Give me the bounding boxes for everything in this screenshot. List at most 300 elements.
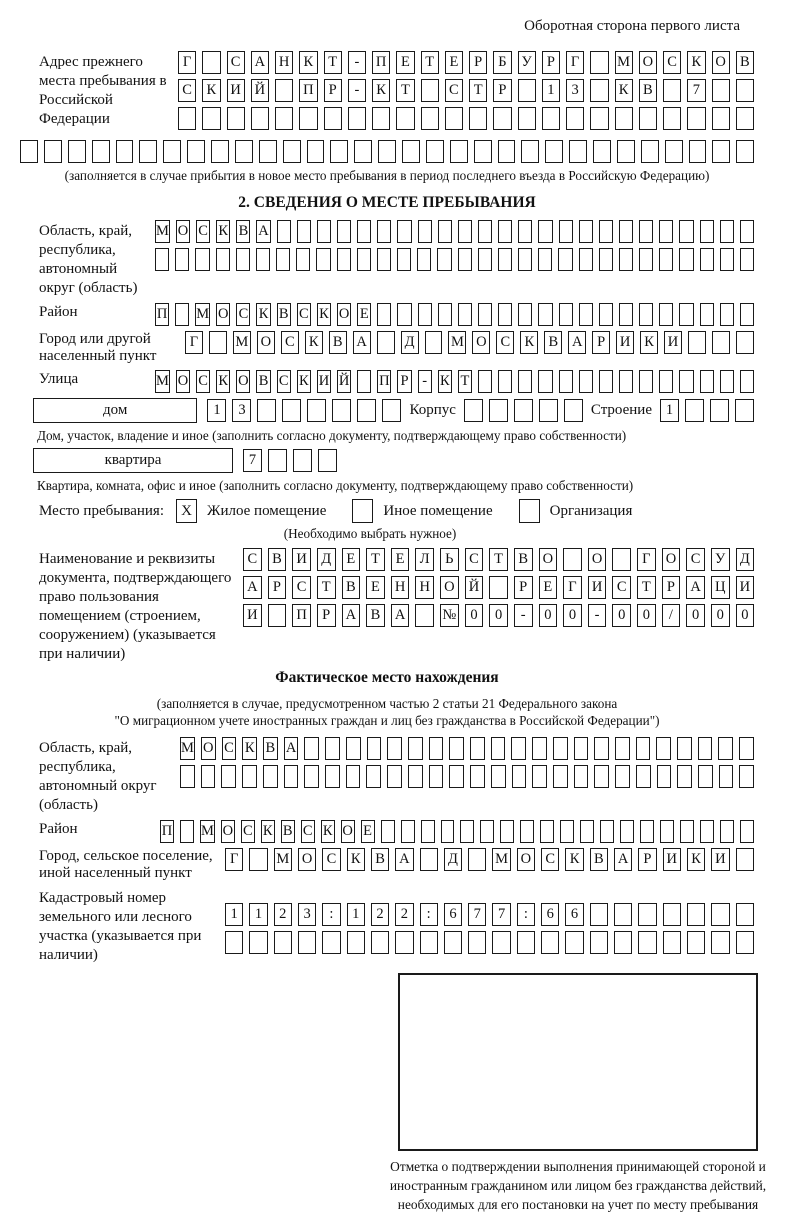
char-cell[interactable] bbox=[396, 107, 414, 130]
char-cell[interactable] bbox=[397, 303, 411, 326]
char-cell[interactable]: К bbox=[202, 79, 220, 102]
char-cell[interactable] bbox=[720, 370, 734, 393]
char-cell[interactable]: : bbox=[420, 903, 438, 926]
char-cell[interactable] bbox=[202, 107, 220, 130]
char-cell[interactable]: В bbox=[639, 79, 657, 102]
char-cell[interactable] bbox=[337, 248, 351, 271]
char-cell[interactable]: 1 bbox=[660, 399, 679, 422]
char-cell[interactable] bbox=[421, 79, 439, 102]
char-cell[interactable] bbox=[736, 848, 754, 871]
char-cell[interactable] bbox=[377, 220, 391, 243]
char-cell[interactable] bbox=[560, 820, 574, 843]
char-cell[interactable] bbox=[663, 107, 681, 130]
char-cell[interactable]: 2 bbox=[371, 903, 389, 926]
char-cell[interactable] bbox=[175, 248, 189, 271]
char-cell[interactable]: У bbox=[711, 548, 730, 571]
char-cell[interactable]: Й bbox=[251, 79, 269, 102]
char-cell[interactable] bbox=[441, 820, 455, 843]
char-cell[interactable]: 1 bbox=[249, 903, 267, 926]
char-cell[interactable] bbox=[317, 220, 331, 243]
char-cell[interactable] bbox=[512, 765, 527, 788]
char-cell[interactable] bbox=[68, 140, 86, 163]
char-cell[interactable]: № bbox=[440, 604, 459, 627]
char-cell[interactable]: М bbox=[233, 331, 251, 354]
char-cell[interactable] bbox=[418, 220, 432, 243]
char-cell[interactable]: 1 bbox=[542, 79, 560, 102]
char-cell[interactable] bbox=[44, 140, 62, 163]
char-cell[interactable]: С bbox=[292, 576, 311, 599]
char-cell[interactable]: Р bbox=[469, 51, 487, 74]
char-cell[interactable]: Е bbox=[342, 548, 361, 571]
char-cell[interactable] bbox=[450, 140, 468, 163]
char-cell[interactable]: О bbox=[539, 548, 558, 571]
char-cell[interactable] bbox=[236, 248, 250, 271]
char-cell[interactable] bbox=[202, 51, 220, 74]
char-cell[interactable] bbox=[478, 248, 492, 271]
char-cell[interactable] bbox=[739, 765, 754, 788]
char-cell[interactable]: 2 bbox=[395, 903, 413, 926]
char-cell[interactable]: Ц bbox=[711, 576, 730, 599]
char-cell[interactable]: К bbox=[242, 737, 257, 760]
char-cell[interactable] bbox=[639, 370, 653, 393]
char-cell[interactable]: 0 bbox=[612, 604, 631, 627]
char-cell[interactable]: 6 bbox=[565, 903, 583, 926]
char-cell[interactable] bbox=[397, 220, 411, 243]
char-cell[interactable]: О bbox=[257, 331, 275, 354]
char-cell[interactable]: С bbox=[541, 848, 559, 871]
char-cell[interactable]: В bbox=[366, 604, 385, 627]
char-cell[interactable] bbox=[468, 931, 486, 954]
char-cell[interactable]: А bbox=[243, 576, 262, 599]
char-cell[interactable] bbox=[569, 140, 587, 163]
char-cell[interactable] bbox=[92, 140, 110, 163]
char-cell[interactable] bbox=[155, 248, 169, 271]
char-cell[interactable]: С bbox=[686, 548, 705, 571]
char-cell[interactable]: А bbox=[251, 51, 269, 74]
char-cell[interactable] bbox=[251, 107, 269, 130]
char-cell[interactable]: А bbox=[391, 604, 410, 627]
char-cell[interactable] bbox=[579, 248, 593, 271]
char-cell[interactable]: В bbox=[263, 737, 278, 760]
char-cell[interactable]: Н bbox=[275, 51, 293, 74]
char-cell[interactable] bbox=[377, 248, 391, 271]
char-cell[interactable] bbox=[318, 449, 337, 472]
char-cell[interactable]: Р bbox=[542, 51, 560, 74]
char-cell[interactable]: Д bbox=[736, 548, 755, 571]
char-cell[interactable]: 2 bbox=[274, 903, 292, 926]
char-cell[interactable]: : bbox=[322, 903, 340, 926]
char-cell[interactable] bbox=[538, 303, 552, 326]
char-cell[interactable]: А bbox=[256, 220, 270, 243]
char-cell[interactable]: Т bbox=[396, 79, 414, 102]
char-cell[interactable] bbox=[677, 765, 692, 788]
char-cell[interactable] bbox=[563, 548, 582, 571]
char-cell[interactable] bbox=[532, 765, 547, 788]
char-cell[interactable] bbox=[736, 931, 754, 954]
char-cell[interactable]: С bbox=[612, 576, 631, 599]
char-cell[interactable] bbox=[663, 79, 681, 102]
char-cell[interactable]: К bbox=[216, 370, 230, 393]
char-cell[interactable] bbox=[297, 220, 311, 243]
char-cell[interactable] bbox=[639, 107, 657, 130]
char-cell[interactable]: И bbox=[243, 604, 262, 627]
char-cell[interactable] bbox=[298, 931, 316, 954]
char-cell[interactable] bbox=[660, 820, 674, 843]
char-cell[interactable] bbox=[639, 303, 653, 326]
char-cell[interactable]: С bbox=[241, 820, 255, 843]
char-cell[interactable] bbox=[679, 220, 693, 243]
char-cell[interactable]: А bbox=[353, 331, 371, 354]
char-cell[interactable] bbox=[711, 903, 729, 926]
char-cell[interactable]: Е bbox=[391, 548, 410, 571]
char-cell[interactable]: О bbox=[216, 303, 230, 326]
char-cell[interactable]: И bbox=[227, 79, 245, 102]
char-cell[interactable] bbox=[700, 303, 714, 326]
char-cell[interactable] bbox=[263, 765, 278, 788]
char-cell[interactable] bbox=[579, 220, 593, 243]
char-cell[interactable] bbox=[347, 931, 365, 954]
char-cell[interactable]: С bbox=[496, 331, 514, 354]
char-cell[interactable] bbox=[324, 107, 342, 130]
char-cell[interactable]: Г bbox=[185, 331, 203, 354]
char-cell[interactable] bbox=[565, 931, 583, 954]
char-cell[interactable] bbox=[740, 220, 754, 243]
char-cell[interactable] bbox=[614, 931, 632, 954]
char-cell[interactable] bbox=[590, 79, 608, 102]
char-cell[interactable]: Т bbox=[324, 51, 342, 74]
char-cell[interactable] bbox=[425, 331, 443, 354]
char-cell[interactable] bbox=[478, 370, 492, 393]
char-cell[interactable] bbox=[599, 248, 613, 271]
char-cell[interactable]: М bbox=[155, 220, 170, 243]
char-cell[interactable]: 0 bbox=[539, 604, 558, 627]
char-cell[interactable] bbox=[700, 370, 714, 393]
char-cell[interactable] bbox=[401, 820, 415, 843]
char-cell[interactable] bbox=[719, 765, 734, 788]
char-cell[interactable] bbox=[421, 820, 435, 843]
char-cell[interactable]: И bbox=[663, 848, 681, 871]
char-cell[interactable] bbox=[277, 220, 291, 243]
char-cell[interactable] bbox=[242, 765, 257, 788]
char-cell[interactable] bbox=[579, 303, 593, 326]
char-cell[interactable]: - bbox=[588, 604, 607, 627]
stay-type-checkbox-organization[interactable] bbox=[519, 499, 540, 523]
char-cell[interactable] bbox=[139, 140, 157, 163]
char-cell[interactable]: П bbox=[372, 51, 390, 74]
char-cell[interactable]: 1 bbox=[225, 903, 243, 926]
char-cell[interactable]: А bbox=[614, 848, 632, 871]
char-cell[interactable] bbox=[640, 820, 654, 843]
char-cell[interactable]: О bbox=[662, 548, 681, 571]
char-cell[interactable] bbox=[346, 737, 361, 760]
char-cell[interactable]: В bbox=[277, 303, 291, 326]
char-cell[interactable] bbox=[553, 765, 568, 788]
char-cell[interactable] bbox=[542, 107, 560, 130]
char-cell[interactable] bbox=[539, 399, 558, 422]
char-cell[interactable]: Е bbox=[539, 576, 558, 599]
char-cell[interactable] bbox=[620, 820, 634, 843]
char-cell[interactable] bbox=[659, 248, 673, 271]
char-cell[interactable] bbox=[235, 140, 253, 163]
char-cell[interactable] bbox=[429, 737, 444, 760]
char-cell[interactable]: О bbox=[176, 220, 190, 243]
char-cell[interactable] bbox=[408, 737, 423, 760]
char-cell[interactable]: А bbox=[686, 576, 705, 599]
char-cell[interactable]: - bbox=[348, 51, 366, 74]
char-cell[interactable]: М bbox=[200, 820, 215, 843]
char-cell[interactable]: П bbox=[299, 79, 317, 102]
char-cell[interactable]: : bbox=[517, 903, 535, 926]
char-cell[interactable] bbox=[382, 399, 401, 422]
char-cell[interactable] bbox=[470, 737, 485, 760]
char-cell[interactable] bbox=[395, 931, 413, 954]
char-cell[interactable] bbox=[712, 107, 730, 130]
char-cell[interactable] bbox=[663, 931, 681, 954]
char-cell[interactable] bbox=[491, 765, 506, 788]
char-cell[interactable] bbox=[449, 765, 464, 788]
char-cell[interactable]: И bbox=[711, 848, 729, 871]
char-cell[interactable]: Р bbox=[592, 331, 610, 354]
char-cell[interactable] bbox=[736, 79, 754, 102]
char-cell[interactable]: К bbox=[438, 370, 452, 393]
stay-type-checkbox-other[interactable] bbox=[352, 499, 373, 523]
char-cell[interactable]: И bbox=[317, 370, 331, 393]
char-cell[interactable]: Г bbox=[225, 848, 243, 871]
char-cell[interactable] bbox=[256, 248, 270, 271]
char-cell[interactable] bbox=[437, 248, 451, 271]
char-cell[interactable] bbox=[521, 140, 539, 163]
char-cell[interactable] bbox=[659, 220, 673, 243]
char-cell[interactable] bbox=[736, 140, 754, 163]
char-cell[interactable]: С bbox=[277, 370, 291, 393]
char-cell[interactable]: К bbox=[305, 331, 323, 354]
char-cell[interactable] bbox=[225, 931, 243, 954]
char-cell[interactable]: С bbox=[663, 51, 681, 74]
char-cell[interactable] bbox=[590, 107, 608, 130]
char-cell[interactable] bbox=[325, 765, 340, 788]
char-cell[interactable] bbox=[221, 765, 236, 788]
char-cell[interactable]: С bbox=[196, 370, 210, 393]
char-cell[interactable] bbox=[478, 220, 492, 243]
char-cell[interactable]: П bbox=[160, 820, 174, 843]
char-cell[interactable] bbox=[20, 140, 38, 163]
char-cell[interactable] bbox=[216, 248, 230, 271]
char-cell[interactable] bbox=[322, 931, 340, 954]
char-cell[interactable]: 6 bbox=[444, 903, 462, 926]
char-cell[interactable] bbox=[354, 140, 372, 163]
char-cell[interactable] bbox=[590, 903, 608, 926]
char-cell[interactable]: Н bbox=[415, 576, 434, 599]
char-cell[interactable]: 7 bbox=[492, 903, 510, 926]
char-cell[interactable] bbox=[698, 765, 713, 788]
char-cell[interactable]: К bbox=[687, 848, 705, 871]
char-cell[interactable] bbox=[665, 140, 683, 163]
char-cell[interactable] bbox=[378, 140, 396, 163]
char-cell[interactable] bbox=[740, 820, 754, 843]
char-cell[interactable] bbox=[429, 765, 444, 788]
char-cell[interactable]: Й bbox=[465, 576, 484, 599]
char-cell[interactable] bbox=[468, 848, 486, 871]
char-cell[interactable] bbox=[558, 248, 572, 271]
char-cell[interactable]: В bbox=[736, 51, 754, 74]
char-cell[interactable] bbox=[639, 220, 653, 243]
char-cell[interactable] bbox=[594, 737, 609, 760]
char-cell[interactable]: Д bbox=[444, 848, 462, 871]
char-cell[interactable] bbox=[304, 765, 319, 788]
char-cell[interactable]: М bbox=[180, 737, 195, 760]
char-cell[interactable]: И bbox=[292, 548, 311, 571]
char-cell[interactable] bbox=[498, 248, 512, 271]
char-cell[interactable] bbox=[538, 370, 552, 393]
char-cell[interactable] bbox=[275, 79, 293, 102]
char-cell[interactable]: У bbox=[518, 51, 536, 74]
char-cell[interactable] bbox=[498, 140, 516, 163]
char-cell[interactable]: В bbox=[590, 848, 608, 871]
char-cell[interactable] bbox=[458, 303, 472, 326]
char-cell[interactable] bbox=[615, 737, 630, 760]
char-cell[interactable]: Т bbox=[366, 548, 385, 571]
char-cell[interactable] bbox=[387, 737, 402, 760]
char-cell[interactable] bbox=[444, 931, 462, 954]
char-cell[interactable] bbox=[209, 331, 227, 354]
char-cell[interactable]: С bbox=[196, 220, 210, 243]
char-cell[interactable] bbox=[493, 107, 511, 130]
char-cell[interactable] bbox=[201, 765, 216, 788]
char-cell[interactable]: Р bbox=[638, 848, 656, 871]
char-cell[interactable] bbox=[590, 931, 608, 954]
char-cell[interactable] bbox=[687, 903, 705, 926]
char-cell[interactable] bbox=[371, 931, 389, 954]
char-cell[interactable] bbox=[679, 303, 693, 326]
char-cell[interactable] bbox=[559, 370, 573, 393]
char-cell[interactable] bbox=[330, 140, 348, 163]
char-cell[interactable]: О bbox=[639, 51, 657, 74]
char-cell[interactable]: Р bbox=[397, 370, 411, 393]
char-cell[interactable] bbox=[469, 107, 487, 130]
char-cell[interactable] bbox=[619, 303, 633, 326]
char-cell[interactable]: О bbox=[517, 848, 535, 871]
char-cell[interactable]: Г bbox=[178, 51, 196, 74]
char-cell[interactable] bbox=[700, 220, 714, 243]
char-cell[interactable] bbox=[498, 370, 512, 393]
char-cell[interactable] bbox=[498, 220, 512, 243]
char-cell[interactable]: В bbox=[514, 548, 533, 571]
char-cell[interactable] bbox=[211, 140, 229, 163]
char-cell[interactable]: 0 bbox=[711, 604, 730, 627]
char-cell[interactable]: Й bbox=[337, 370, 351, 393]
char-cell[interactable] bbox=[712, 331, 730, 354]
char-cell[interactable] bbox=[367, 737, 382, 760]
char-cell[interactable] bbox=[739, 737, 754, 760]
char-cell[interactable] bbox=[711, 931, 729, 954]
char-cell[interactable]: К bbox=[347, 848, 365, 871]
char-cell[interactable] bbox=[357, 370, 371, 393]
char-cell[interactable]: О bbox=[201, 737, 216, 760]
char-cell[interactable]: Т bbox=[317, 576, 336, 599]
char-cell[interactable]: К bbox=[640, 331, 658, 354]
char-cell[interactable] bbox=[275, 107, 293, 130]
char-cell[interactable] bbox=[720, 303, 734, 326]
char-cell[interactable]: Т bbox=[637, 576, 656, 599]
char-cell[interactable]: 0 bbox=[489, 604, 508, 627]
char-cell[interactable] bbox=[415, 604, 434, 627]
char-cell[interactable]: С bbox=[243, 548, 262, 571]
char-cell[interactable] bbox=[712, 79, 730, 102]
char-cell[interactable] bbox=[518, 107, 536, 130]
char-cell[interactable] bbox=[257, 399, 276, 422]
char-cell[interactable] bbox=[720, 220, 734, 243]
char-cell[interactable]: А bbox=[568, 331, 586, 354]
char-cell[interactable]: О bbox=[176, 370, 190, 393]
char-cell[interactable] bbox=[540, 820, 554, 843]
char-cell[interactable] bbox=[574, 737, 589, 760]
char-cell[interactable]: Г bbox=[637, 548, 656, 571]
char-cell[interactable] bbox=[698, 737, 713, 760]
char-cell[interactable]: - bbox=[418, 370, 432, 393]
char-cell[interactable]: М bbox=[274, 848, 292, 871]
char-cell[interactable] bbox=[680, 820, 694, 843]
char-cell[interactable] bbox=[397, 248, 411, 271]
char-cell[interactable] bbox=[408, 765, 423, 788]
char-cell[interactable] bbox=[619, 248, 633, 271]
char-cell[interactable] bbox=[458, 220, 472, 243]
char-cell[interactable]: Ь bbox=[440, 548, 459, 571]
char-cell[interactable] bbox=[718, 737, 733, 760]
char-cell[interactable]: О bbox=[588, 548, 607, 571]
char-cell[interactable] bbox=[418, 303, 432, 326]
char-cell[interactable] bbox=[594, 765, 609, 788]
char-cell[interactable]: С bbox=[445, 79, 463, 102]
char-cell[interactable]: 6 bbox=[541, 903, 559, 926]
char-cell[interactable]: А bbox=[284, 737, 299, 760]
char-cell[interactable]: Б bbox=[493, 51, 511, 74]
char-cell[interactable]: С bbox=[465, 548, 484, 571]
char-cell[interactable] bbox=[593, 140, 611, 163]
char-cell[interactable] bbox=[492, 931, 510, 954]
char-cell[interactable] bbox=[316, 248, 330, 271]
char-cell[interactable]: И bbox=[616, 331, 634, 354]
char-cell[interactable] bbox=[445, 107, 463, 130]
char-cell[interactable] bbox=[417, 248, 431, 271]
char-cell[interactable]: Е bbox=[445, 51, 463, 74]
char-cell[interactable]: К bbox=[299, 51, 317, 74]
char-cell[interactable]: О bbox=[712, 51, 730, 74]
char-cell[interactable] bbox=[580, 820, 594, 843]
char-cell[interactable] bbox=[420, 931, 438, 954]
char-cell[interactable]: К bbox=[216, 220, 230, 243]
char-cell[interactable]: А bbox=[395, 848, 413, 871]
char-cell[interactable]: С bbox=[222, 737, 237, 760]
char-cell[interactable] bbox=[268, 449, 287, 472]
char-cell[interactable] bbox=[538, 220, 552, 243]
char-cell[interactable]: И bbox=[588, 576, 607, 599]
char-cell[interactable] bbox=[163, 140, 181, 163]
char-cell[interactable] bbox=[377, 331, 395, 354]
char-cell[interactable] bbox=[478, 303, 492, 326]
char-cell[interactable] bbox=[491, 737, 506, 760]
char-cell[interactable]: 0 bbox=[686, 604, 705, 627]
char-cell[interactable]: Т bbox=[458, 370, 472, 393]
char-cell[interactable] bbox=[720, 820, 734, 843]
char-cell[interactable] bbox=[740, 370, 754, 393]
char-cell[interactable] bbox=[307, 399, 326, 422]
char-cell[interactable] bbox=[249, 848, 267, 871]
char-cell[interactable]: И bbox=[664, 331, 682, 354]
char-cell[interactable] bbox=[381, 820, 395, 843]
char-cell[interactable] bbox=[259, 140, 277, 163]
char-cell[interactable] bbox=[180, 765, 195, 788]
char-cell[interactable] bbox=[268, 604, 287, 627]
